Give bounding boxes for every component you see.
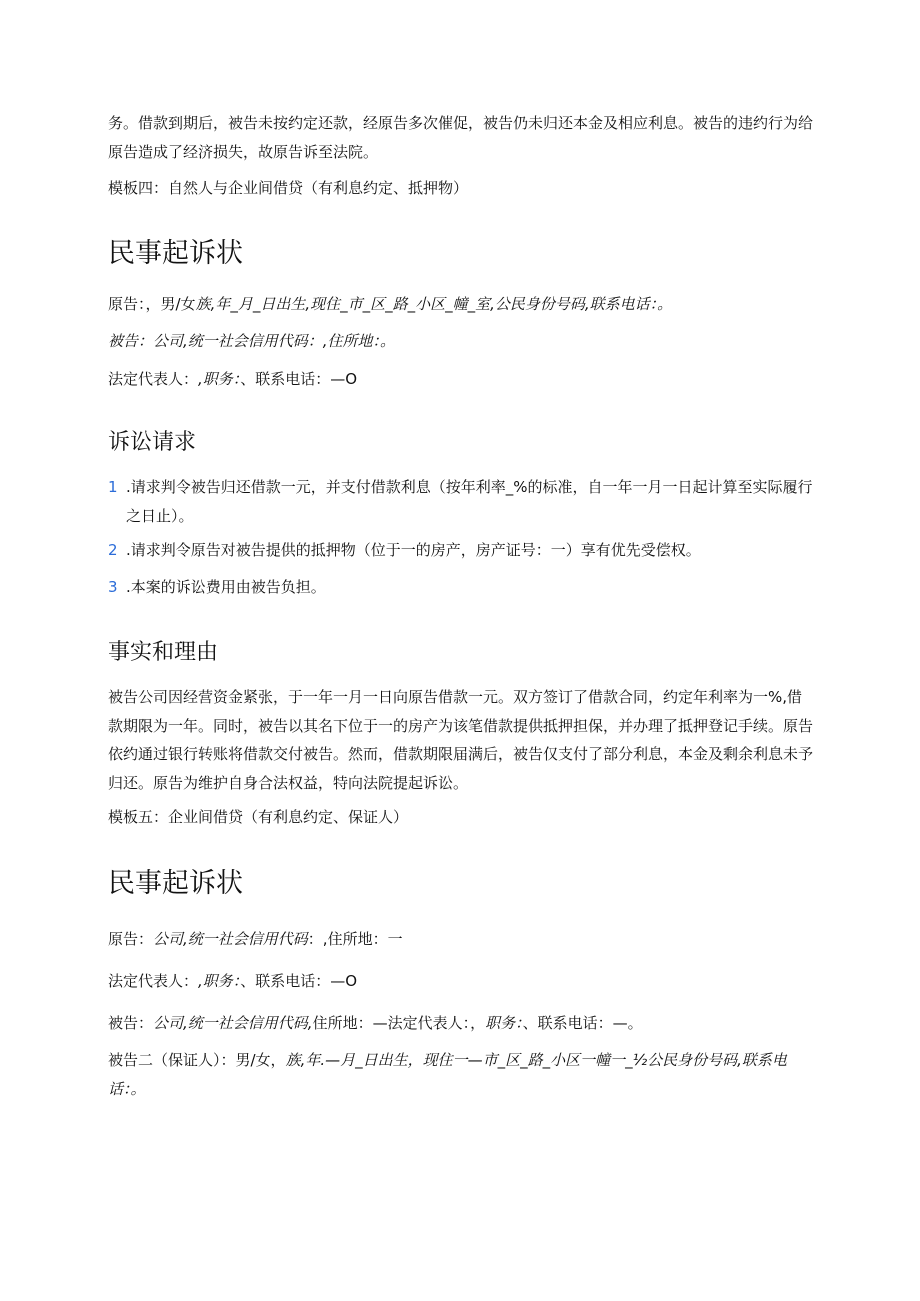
complaint1-plaintiff: [108, 290, 672, 318]
intro-paragraph: 务。借款到期后，被告未按约定还款，经原告多次催促，被告仍未归还本金及相应利息。被告的违约行为给原告造成了经济损失，故原告诉至法院。: [108, 114, 814, 161]
plaintiff-details: 族,年_月_日出生,现住_市_区_路_小区_幢_室,公民身份号码,联系电话：。: [195, 295, 673, 313]
claim-number: 3: [108, 578, 118, 596]
legal-rep-position: ,职务：: [198, 370, 241, 388]
complaint2-title: 民事起诉状: [108, 868, 243, 899]
defendant2-details: 族,年.—月_日出生，现住一—市_区_路_小区一幢一_½公民身份号码,联系电话：。: [108, 1051, 787, 1098]
template4-title: 模板四：自然人与企业间借贷（有利息约定、抵押物）: [108, 179, 469, 197]
claims-heading: 诉讼请求: [108, 430, 197, 455]
plaintiff-address: ：,住所地：一: [307, 930, 403, 948]
claim-item: [108, 536, 813, 565]
complaint2-plaintiff: [108, 925, 403, 953]
legal-rep-contact: 、联系电话：—O: [240, 370, 358, 388]
plaintiff-label: 原告：: [108, 930, 154, 948]
complaint1-defendant: 被告：公司,统一社会信用代码：,住所地：。: [108, 332, 396, 350]
facts-paragraph: 被告公司因经营资金紧张，于一年一月一日向原告借款一元。双方签订了借款合同，约定年利率为一%,借款期限为一年。同时，被告以其名下位于一的房产为该笔借款提供抵押担保，并办理了抵押登记手续。原告依约通过银行转账将借款交付被告。然而，借款期限届满后，被告仅支付了部分利息，本金及剩余利息未予归还。原告为维护自身合法权益，特向法院提起诉讼。: [108, 688, 814, 792]
legal-rep-contact: 、联系电话：—O: [240, 972, 358, 990]
claim-text: .请求判令被告归还借款一元，并支付借款利息（按年利率_%的标准，自一年一月一日起计算至实际履行之日止）。: [126, 478, 813, 525]
legal-rep-label: 法定代表人：: [108, 370, 199, 388]
defendant-contact: 、联系电话：—。: [522, 1014, 643, 1032]
claim-item: [108, 573, 813, 602]
claim-text: .本案的诉讼费用由被告负担。: [126, 578, 326, 596]
legal-rep-position: ,职务：: [198, 972, 241, 990]
claim-text: .请求判令原告对被告提供的抵押物（位于一的房产，房产证号：一）享有优先受偿权。: [126, 541, 701, 559]
defendant-position: 职务：: [485, 1014, 523, 1032]
complaint2-legal-rep: [108, 967, 357, 995]
claim-item: [108, 473, 813, 530]
complaint2-defendant: [108, 1009, 643, 1037]
complaint1-title: 民事起诉状: [108, 238, 243, 269]
template5-title: 模板五：企业间借贷（有利息约定、保证人）: [108, 808, 409, 826]
claim-number: 1: [108, 478, 118, 496]
plaintiff-company: 公司,统一社会信用代码: [153, 930, 308, 948]
defendant-address: 住所地：—法定代表人：，: [312, 1014, 486, 1032]
facts-heading: 事实和理由: [108, 640, 219, 665]
defendant-company: 公司,统一社会信用代码,: [153, 1014, 313, 1032]
legal-rep-label: 法定代表人：: [108, 972, 199, 990]
plaintiff-label: 原告：，男/女: [108, 295, 196, 313]
complaint1-legal-rep: [108, 365, 357, 393]
complaint2-defendant2: [108, 1046, 813, 1103]
defendant-label: 被告：: [108, 1014, 154, 1032]
claim-number: 2: [108, 541, 118, 559]
defendant2-label: 被告二（保证人）：男/女，: [108, 1051, 286, 1069]
